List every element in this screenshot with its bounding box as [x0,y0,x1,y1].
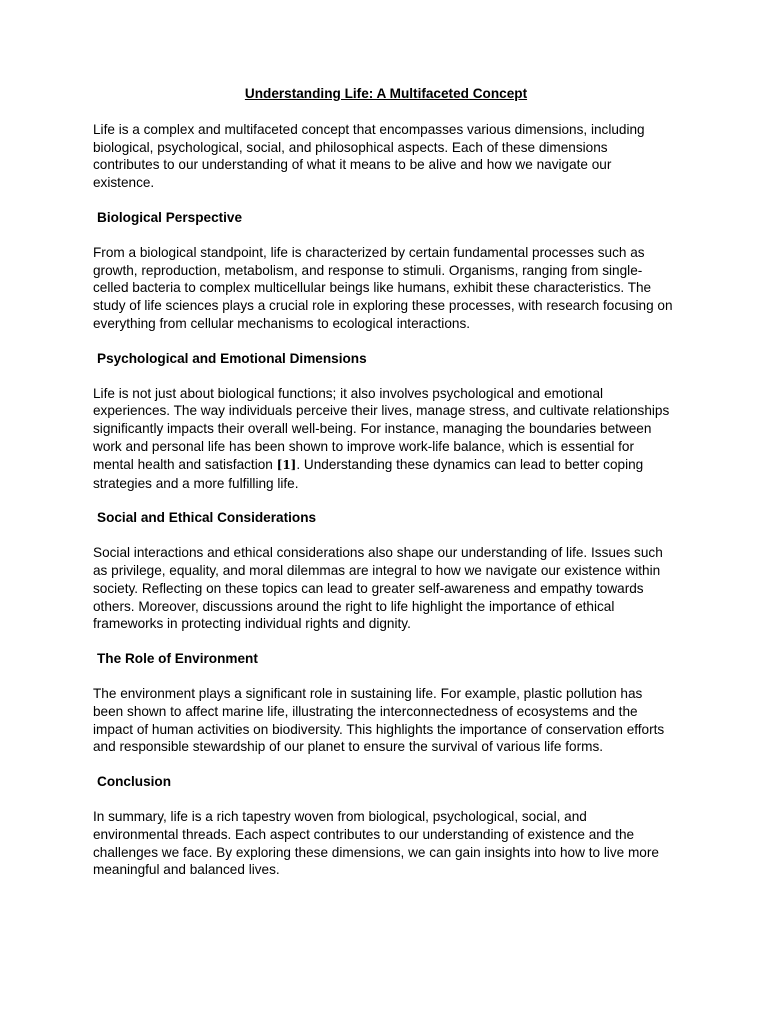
section-heading-biological: Biological Perspective [97,209,243,225]
section-body-social: Social interactions and ethical considerations also shape our understanding of life. Issues such as privilege, equality, and moral dilemmas are integral to how we navigate our existence within society. Reflecting on these topics can lead to greater self-awareness and empathy towards others. Moreover, discussions around the right to life highlight the importance of ethical frameworks in protecting individual rights and dignity. [93,545,663,632]
section-heading-psychological: Psychological and Emotional Dimensions [97,350,367,366]
document-title: Understanding Life: A Multifaceted Concept [244,86,528,101]
section-heading-social: Social and Ethical Considerations [97,510,317,526]
intro-paragraph: Life is a complex and multifaceted concept that encompasses various dimensions, including biological, psychological, social, and philosophical aspects. Each of these dimensions contributes to our understanding of what it means to be alive and how we navigate our existence. [93,121,645,191]
body-text-before-citation: Life is not just about biological functions; it also involves psychological and emotional experiences. The way individuals perceive their lives, manage stress, and cultivate relationships significantly impacts their overall well-being. For instance, managing the boundaries between work and personal life has been shown to improve work-life balance, which is essential for mental health and satisfaction [93,385,670,472]
section-heading-conclusion: Conclusion [97,774,172,790]
document-page [93,85,673,896]
section-body-biological: From a biological standpoint, life is characterized by certain fundamental processes such as growth, reproduction, metabolism, and response to stimuli. Organisms, ranging from single-celled bacteria to complex multicellular beings like humans, exhibit these characteristics. The study of life sciences plays a crucial role in exploring these processes, with research focusing on everything from cellular mechanisms to ecological interactions. [93,244,673,331]
section-body-conclusion: In summary, life is a rich tapestry woven from biological, psychological, social, and environmental threads. Each aspect contributes to our understanding of existence and the challenges we face. By exploring these dimensions, we can gain insights into how to live more meaningful and balanced lives. [93,808,659,878]
section-body-environment: The environment plays a significant role in sustaining life. For example, plastic pollution has been shown to affect marine life, illustrating the interconnectedness of ecosystems and the impact of human activities on biodiversity. This highlights the importance of conservation efforts and responsible stewardship of our planet to ensure the survival of various life forms. [93,685,665,755]
body-text-after-citation: . Understanding these dynamics can lead to better coping strategies and a more fulfilling life. [93,456,644,491]
citation-link[interactable]: [1] [276,457,297,472]
section-body-psychological [93,385,673,493]
section-heading-environment: The Role of Environment [97,651,258,667]
